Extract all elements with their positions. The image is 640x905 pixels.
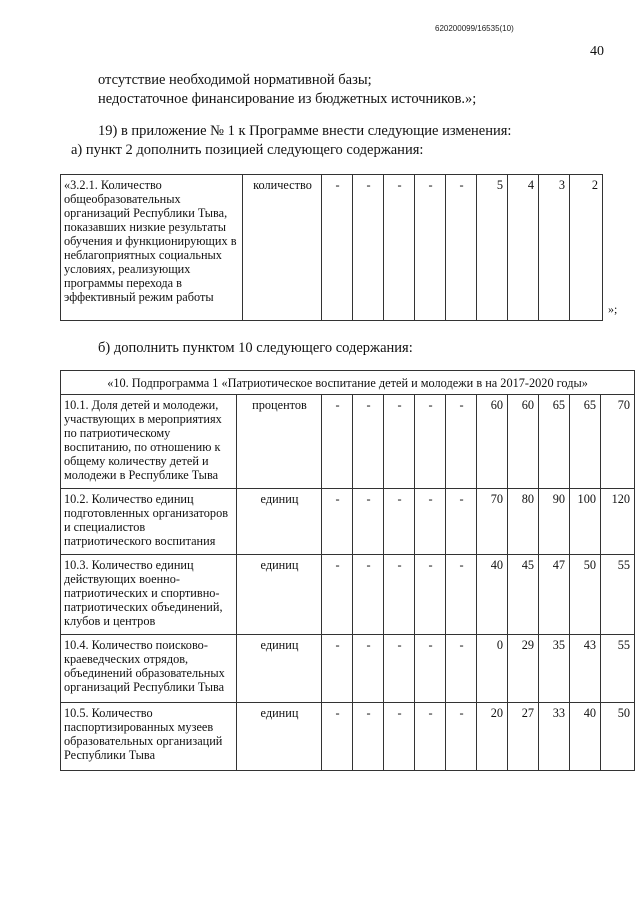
table-row bbox=[61, 489, 635, 555]
subprogram-header: «10. Подпрограмма 1 «Патриотическое воспитание детей и молодежи в на 2017-2020 годы» bbox=[61, 371, 635, 395]
value-cell: - bbox=[415, 635, 446, 703]
value-cell: 55 bbox=[601, 555, 635, 635]
table-row bbox=[61, 555, 635, 635]
value-cell: 0 bbox=[477, 635, 508, 703]
value-cell: - bbox=[322, 489, 353, 555]
value-cell: 20 bbox=[477, 703, 508, 771]
value-cell: 120 bbox=[601, 489, 635, 555]
table-row bbox=[61, 175, 603, 321]
value-cell: - bbox=[322, 175, 353, 321]
value-cell: - bbox=[446, 635, 477, 703]
value-cell: 50 bbox=[601, 703, 635, 771]
value-cell: 40 bbox=[477, 555, 508, 635]
value-cell: - bbox=[384, 703, 415, 771]
value-cell: - bbox=[384, 175, 415, 321]
row-name: 10.3. Количество единиц действующих военно-патриотических и спортивно-патриотических объединений, клубов и центров bbox=[61, 555, 237, 635]
value-cell: 3 bbox=[539, 175, 570, 321]
value-cell: 35 bbox=[539, 635, 570, 703]
value-cell: 4 bbox=[508, 175, 539, 321]
value-cell: 43 bbox=[570, 635, 601, 703]
table-row bbox=[61, 703, 635, 771]
table-row bbox=[61, 395, 635, 489]
value-cell: 60 bbox=[508, 395, 539, 489]
value-cell: - bbox=[446, 395, 477, 489]
value-cell: 60 bbox=[477, 395, 508, 489]
table-position-3-2-1 bbox=[60, 174, 603, 321]
value-cell: 70 bbox=[601, 395, 635, 489]
table-row bbox=[61, 635, 635, 703]
value-cell: - bbox=[353, 635, 384, 703]
value-cell: - bbox=[415, 489, 446, 555]
value-cell: - bbox=[322, 555, 353, 635]
value-cell: - bbox=[384, 635, 415, 703]
row-unit: единиц bbox=[237, 555, 322, 635]
value-cell: - bbox=[446, 555, 477, 635]
value-cell: - bbox=[353, 489, 384, 555]
value-cell: - bbox=[353, 175, 384, 321]
value-cell: 55 bbox=[601, 635, 635, 703]
row-name: 10.5. Количество паспортизированных музеев образовательных организаций Республики Тыва bbox=[61, 703, 237, 771]
value-cell: 5 bbox=[477, 175, 508, 321]
row-name: 10.1. Доля детей и молодежи, участвующих в мероприятиях по патриотическому воспитанию, по отношению к общему количеству детей и молодежи в Республике Тыва bbox=[61, 395, 237, 489]
value-cell: 27 bbox=[508, 703, 539, 771]
value-cell: 90 bbox=[539, 489, 570, 555]
value-cell: 33 bbox=[539, 703, 570, 771]
value-cell: - bbox=[415, 395, 446, 489]
row-unit: количество bbox=[243, 175, 322, 321]
value-cell: 50 bbox=[570, 555, 601, 635]
value-cell: 40 bbox=[570, 703, 601, 771]
value-cell: - bbox=[384, 555, 415, 635]
intro-line-1: отсутствие необходимой нормативной базы; bbox=[98, 72, 372, 88]
value-cell: - bbox=[446, 175, 477, 321]
value-cell: 2 bbox=[570, 175, 603, 321]
row-unit: единиц bbox=[237, 703, 322, 771]
row-name: 10.4. Количество поисково-краеведческих отрядов, объединений образовательных организаций Республики Тыва bbox=[61, 635, 237, 703]
row-unit: единиц bbox=[237, 635, 322, 703]
value-cell: - bbox=[415, 555, 446, 635]
value-cell: 100 bbox=[570, 489, 601, 555]
value-cell: - bbox=[353, 555, 384, 635]
value-cell: 29 bbox=[508, 635, 539, 703]
closing-quote: »; bbox=[608, 302, 618, 316]
value-cell: - bbox=[322, 395, 353, 489]
value-cell: - bbox=[353, 395, 384, 489]
table-point-10 bbox=[60, 370, 635, 771]
value-cell: 65 bbox=[539, 395, 570, 489]
document-stamp: 620200099/16535(10) bbox=[435, 24, 514, 33]
row-name: «3.2.1. Количество общеобразовательных организаций Республики Тыва, показавших низкие результаты обучения и функционирующих в неблагоприятных социальных условиях, реализующих программы перехода в эффективный режим работы bbox=[61, 175, 243, 321]
value-cell: 47 bbox=[539, 555, 570, 635]
table-header-row bbox=[61, 371, 635, 395]
page-number: 40 bbox=[590, 44, 604, 59]
row-unit: единиц bbox=[237, 489, 322, 555]
value-cell: 70 bbox=[477, 489, 508, 555]
intro-line-3: 19) в приложение № 1 к Программе внести следующие изменения: bbox=[98, 123, 512, 139]
row-name: 10.2. Количество единиц подготовленных организаторов и специалистов патриотического воспитания bbox=[61, 489, 237, 555]
value-cell: - bbox=[415, 175, 446, 321]
value-cell: - bbox=[446, 703, 477, 771]
value-cell: - bbox=[353, 703, 384, 771]
value-cell: 45 bbox=[508, 555, 539, 635]
value-cell: 65 bbox=[570, 395, 601, 489]
value-cell: - bbox=[322, 703, 353, 771]
value-cell: 80 bbox=[508, 489, 539, 555]
value-cell: - bbox=[415, 703, 446, 771]
value-cell: - bbox=[384, 489, 415, 555]
intro-line-2: недостаточное финансирование из бюджетных источников.»; bbox=[98, 91, 477, 107]
section-b-title: б) дополнить пунктом 10 следующего содержания: bbox=[98, 340, 413, 356]
value-cell: - bbox=[384, 395, 415, 489]
row-unit: процентов bbox=[237, 395, 322, 489]
value-cell: - bbox=[446, 489, 477, 555]
intro-line-4: а) пункт 2 дополнить позицией следующего содержания: bbox=[71, 142, 424, 158]
value-cell: - bbox=[322, 635, 353, 703]
